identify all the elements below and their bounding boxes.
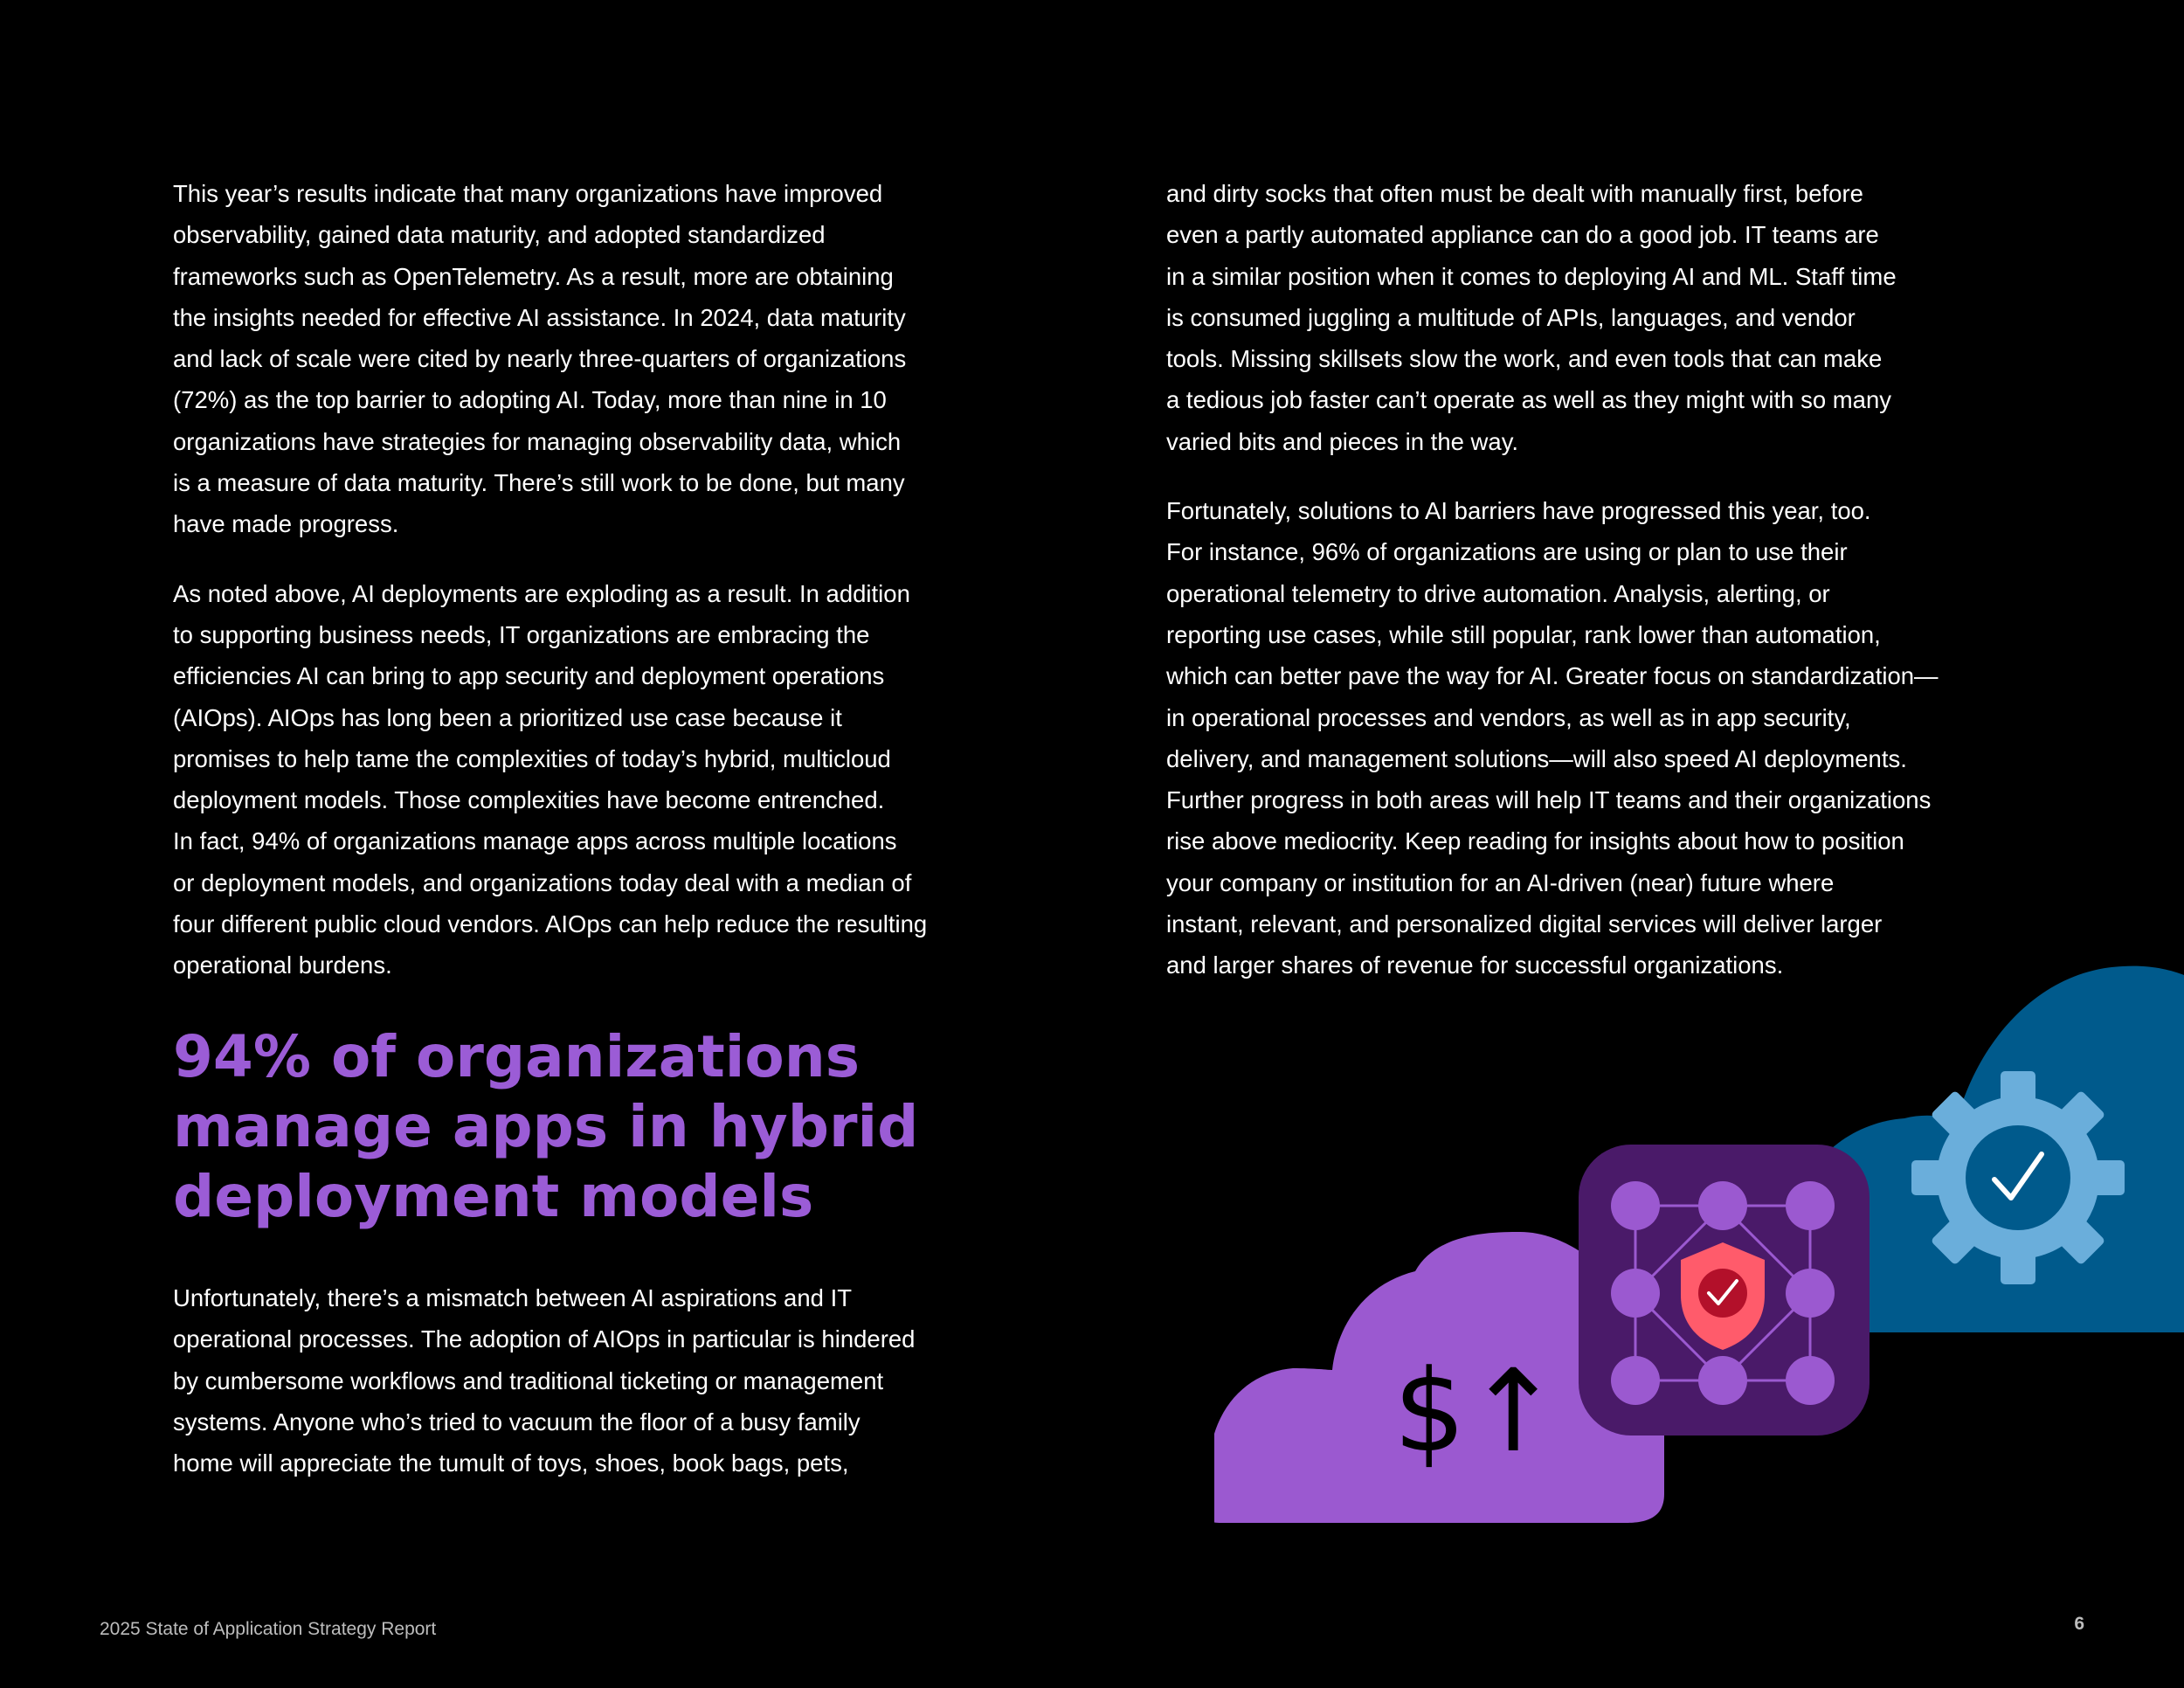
body-paragraph: As noted above, AI deployments are exploding as a result. In addition to supporting business needs, IT organizations are embracing the efficiencies AI can bring to app security and deployment operations (AIOps). AIOps has long been a prioritized use case because it promises to help tame the complexities of today’s hybrid, multicloud deployment models. Those complexities have become entrenched. In fact, 94% of organizations manage apps across multiple locations or deployment models, and organizations today deal with a median of four different public cloud vendors. AIOps can help reduce the resulting operational burdens. [173, 579, 928, 979]
body-paragraph: This year’s results indicate that many organizations have improved observability, gained data maturity, and adopted standardized frameworks such as OpenTelemetry. As a result, more are obtaining the insights needed for effective AI assistance. In 2024, data maturity and lack of scale were cited by nearly three-quarters of organizations (72%) as the top barrier to adopting AI. Today, more than nine in 10 organizations have strategies for managing observability data, which is a measure of data maturity. There’s still work to be done, but many have made progress. [173, 180, 907, 538]
page-number: 6 [2074, 1614, 2084, 1634]
left-column-bottom [173, 1277, 1047, 1512]
cloud-illustration [1214, 952, 2184, 1546]
pull-quote [173, 1022, 1047, 1232]
pull-quote-stat: 94% [173, 1023, 311, 1090]
network-shield-check-icon [1579, 1145, 1870, 1435]
body-paragraph: Unfortunately, there’s a mismatch between AI aspirations and IT operational processes. The adoption of AIOps in particular is hindered by cumbersome workflows and traditional ticketing or management systems. Anyone who’s tried to vacuum the floor of a busy family home will appreciate the tumult of toys, shoes, book bags, pets, [173, 1284, 916, 1477]
footer-report-title: 2025 State of Application Strategy Report [100, 1619, 437, 1639]
svg-text:$↑: $↑ [1393, 1345, 1561, 1477]
right-column [1166, 173, 2040, 1014]
pull-quote-text: of organizations manage apps in hybrid deployment models [173, 1023, 919, 1230]
body-paragraph: Fortunately, solutions to AI barriers have progressed this year, too. For instance, 96% of organizations are using or plan to use their operational telemetry to drive automation. Analysis, alerting, or reporting use cases, while still popular, rank lower than automation, which can better pave the way for AI. Greater focus on standardization— in operational processes and vendors, as well as in app security, delivery, and management solutions—will also speed AI deployments. Further progress in both areas will help IT teams and their organizations rise above mediocrity. Keep reading for insights about how to position your company or institution for an AI-driven (near) future where instant, relevant, and personalized digital services will deliver larger and larger shares of revenue for successful organizations. [1166, 497, 1939, 979]
body-paragraph: and dirty socks that often must be dealt with manually first, before even a partly automated appliance can do a good job. IT teams are in a similar position when it comes to deploying AI and ML. Staff time is consumed juggling a multitude of APIs, languages, and vendor tools. Missing skillsets slow the work, and even tools that can make a tedious job faster can’t operate as well as they might with so many varied bits and pieces in the way. [1166, 180, 1897, 455]
left-column [173, 173, 1047, 1014]
